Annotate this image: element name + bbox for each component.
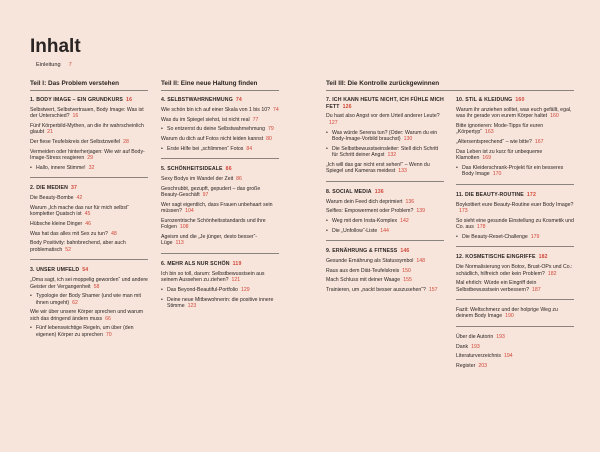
toc-column-4: [456, 97, 574, 369]
toc-entry[interactable]: Warum du dich auf Fotos nicht leiden kannst 80: [161, 136, 272, 142]
toc-subentry[interactable]: • Deine neue Mitbewohnerin: die positive innere Stimme 123: [161, 297, 279, 310]
chapter-10-heading[interactable]: 10. STIL & KLEIDUNG 160: [456, 97, 525, 103]
toc-entry[interactable]: Warum „Ich mache das nur für mich selbst“ kompletter Quatsch ist 45: [30, 204, 129, 218]
toc-entry[interactable]: Selfies: Empowerment oder Problem? 139: [326, 208, 426, 215]
chapter-divider: [456, 184, 574, 185]
toc-entry[interactable]: Trainieren, um „nackt besser auszusehen“? 157: [326, 287, 438, 294]
toc-entry[interactable]: Sexy Bodys im Wandel der Zeit 86: [161, 176, 242, 182]
chapter-divider: [161, 158, 279, 159]
chapter-5-heading[interactable]: 5. SCHÖNHEITSIDEALE 86: [161, 166, 232, 173]
chapter-6-heading[interactable]: 6. MEHR ALS NUR SCHÖN 119: [161, 260, 242, 267]
chapter-4-heading[interactable]: 4. SELBSTWAHRNEHMUNG 74: [161, 97, 242, 103]
back-matter-divider: [456, 326, 574, 327]
chapter-divider: [456, 299, 574, 300]
toc-entry[interactable]: Body Positivity: bahnbrechend, aber auch problematisch 52: [30, 240, 126, 253]
toc-subentry[interactable]: • Die „Unfollow“-Liste 144: [326, 228, 444, 234]
toc-subentry[interactable]: • Typologie der Body Shamer (und wie man mit ihnen umgeht) 62: [30, 293, 148, 306]
chapter-12-heading[interactable]: 12. KOSMETISCHE EINGRIFFE 182: [456, 254, 548, 261]
toc-entry[interactable]: Warum dein Feed dich deprimiert 136: [326, 198, 415, 205]
toc-entry[interactable]: Selbstwert, Selbstvertrauen, Body Image: Was ist der Unterschied? 16: [30, 106, 144, 120]
toc-entry[interactable]: Du hast also Angst vor dem Urteil anderer Leute?127: [326, 113, 440, 126]
toc-entry[interactable]: Geschrubbt, gezupft, gepudert – das große Beauty-Geschäft 97: [161, 185, 261, 199]
chapter-divider: [326, 240, 444, 241]
toc-entry[interactable]: Ageism und die „Je jünger, desto besser“-Lüge 113: [161, 234, 258, 247]
chapter-divider: [326, 181, 444, 182]
part-1-rule: [30, 90, 148, 91]
toc-entry[interactable]: Eurozentrische Schönheitsstandards und ihre Folgen 108: [161, 217, 266, 231]
toc-entry[interactable]: Was hat das alles mit Sex zu tun? 48: [30, 230, 117, 237]
toc-entry-index[interactable]: Register 203: [456, 362, 487, 369]
toc-subentry[interactable]: • Die Beauty-Reset-Challenge 179: [456, 234, 574, 240]
toc-subentry[interactable]: • Erste Hilfe bei „schlimmen“ Fotos 84: [161, 146, 279, 152]
toc-subentry[interactable]: • Die Selbstbewusstseinsleiter: Stell dich Schritt für Schritt deiner Angst 132: [326, 146, 444, 159]
toc-subentry[interactable]: • Fünf lebenswichtige Regeln, um über (den eigenen) Körper zu sprechen 70: [30, 325, 148, 338]
toc-entry-acknowledgements[interactable]: Dank 193: [456, 343, 480, 350]
chapter-2-heading[interactable]: 2. DIE MEDIEN 37: [30, 185, 78, 192]
chapter-9-heading[interactable]: 9. ERNÄHRUNG & FITNESS 146: [326, 248, 410, 255]
toc-subentry[interactable]: • Was würde Serena tun? (Oder: Warum du ein Body-Image-Vorbild brauchst) 130: [326, 130, 444, 143]
toc-entry[interactable]: Was du im Spiegel siehst, ist nicht real 77: [161, 116, 259, 123]
intro-page: 7: [68, 62, 72, 68]
toc-entry[interactable]: Wie schön bin ich auf einer Skala von 1 bis 10? 74: [161, 106, 279, 113]
toc-entry[interactable]: Mach Schluss mit deiner Waage 155: [326, 277, 412, 284]
toc-entry[interactable]: Ich bin so toll, darum: Selbstbewusstsein aus seinem Aussehen zu ziehen? 121: [161, 270, 265, 284]
toc-column-1: [30, 97, 148, 338]
toc-entry[interactable]: Gesunde Ernährung als Statussymbol 148: [326, 257, 426, 264]
toc-subentry[interactable]: • Das Beyond-Beautiful-Portfolio 129: [161, 287, 279, 293]
toc-entry[interactable]: Hübsche kleine Dinger 46: [30, 221, 91, 228]
intro-label: Einleitung: [36, 62, 61, 68]
toc-entry[interactable]: Die Beauty-Bombe 42: [30, 195, 83, 202]
page-title: Inhalt: [30, 36, 81, 57]
toc-subentry[interactable]: • So entzerrst du deine Selbstwahrnehmung 79: [161, 126, 279, 132]
toc-entry[interactable]: So sieht eine gesunde Einstellung zu Kosmetik und Co. aus 178: [456, 217, 574, 231]
toc-entry-bibliography[interactable]: Literaturverzeichnis 194: [456, 353, 513, 360]
chapter-divider: [161, 253, 279, 254]
part-1-heading: Teil I: Das Problem verstehen: [30, 80, 120, 87]
toc-subentry[interactable]: • Hallo, innere Stimme! 32: [30, 165, 148, 171]
part-3-rule: [326, 90, 574, 91]
toc-entry[interactable]: „Altersentsprechend“ – wie bitte? 167: [456, 139, 544, 146]
chapter-divider: [30, 259, 148, 260]
toc-entry[interactable]: Boykottiert eure Beauty-Routine euer Body Image?173: [456, 201, 574, 215]
toc-entry-intro[interactable]: [36, 62, 72, 68]
chapter-divider: [456, 246, 574, 247]
toc-entry[interactable]: „Ich will das gar nicht erst sehen!“ – Wenn du Spiegel und Kameras meidest 133: [326, 161, 430, 175]
toc-column-2: [161, 97, 279, 309]
toc-entry-conclusion[interactable]: Fazit: Weltschmerz und der holprige Weg zu deinem Body Image 190: [456, 307, 558, 320]
toc-entry[interactable]: Bitte ignorieren: Mode-Tipps für euren „Körpertyp“ 163: [456, 123, 544, 136]
toc-subentry[interactable]: • Weg mit dem Insta-Komplex 142: [326, 218, 444, 224]
toc-entry[interactable]: Warum ihr anziehen solltet, was euch gefällt, egal, was ihr gerade von eurem Körper haltet 160: [456, 106, 572, 120]
part-2-heading: Teil II: Eine neue Haltung finden: [161, 80, 258, 87]
chapter-11-heading[interactable]: 11. DIE BEAUTY-ROUTINE 172: [456, 191, 536, 198]
toc-entry[interactable]: Der fiese Teufelskreis der Selbstzweifel 28: [30, 139, 129, 146]
toc-subentry[interactable]: • Das Kleiderschrank-Projekt für ein besseres Body Image 170: [456, 165, 574, 178]
chapter-divider: [30, 177, 148, 178]
part-2-rule: [161, 90, 279, 91]
chapter-3-heading[interactable]: 3. UNSER UMFELD 54: [30, 267, 89, 274]
toc-column-3: [326, 97, 444, 293]
toc-entry[interactable]: Wie wir über unsere Körper sprechen und warum sich das dringend ändern muss 66: [30, 309, 144, 322]
chapter-8-heading[interactable]: 8. SOCIAL MEDIA 136: [326, 188, 384, 195]
toc-entry[interactable]: Die Normalisierung von Botox, Brust-OPs und Co.: schädlich, hilfreich oder kein Problem? 182: [456, 264, 573, 277]
toc-entry[interactable]: Raus aus dem Diät-Teufelskreis 150: [326, 267, 411, 274]
part-3-heading: Teil III: Die Kontrolle zurückgewinnen: [326, 80, 440, 87]
toc-entry-about-author[interactable]: Über die Autorin 193: [456, 333, 505, 340]
chapter-1-heading[interactable]: 1. BODY IMAGE – EIN GRUNDKURS 16: [30, 97, 133, 103]
toc-entry[interactable]: Fünf Körperbild-Mythen, an die ihr wahrscheinlich glaubt 21: [30, 123, 144, 136]
toc-entry[interactable]: Vermeiden oder hinterherjagen: Wie wir auf Body-Image-Stress reagieren 29: [30, 148, 145, 162]
toc-entry[interactable]: Wer sagt eigentlich, dass Frauen unbehaart sein müssen? 104: [161, 201, 273, 215]
toc-entry[interactable]: Mal ehrlich: Würde ein Eingriff dein Selbstbewusstsein verbessern? 187: [456, 280, 541, 293]
toc-entry[interactable]: „Oma sagt, ich sei moppelig geworden“ und andere Geister der Vergangenheit 58: [30, 277, 148, 290]
chapter-7-heading[interactable]: 7. ICH KANN HEUTE NICHT, ICH FÜHLE MICH FETT 126: [326, 97, 444, 110]
toc-entry[interactable]: Das Leben ist zu kurz für unbequeme Klamotten 169: [456, 148, 543, 162]
